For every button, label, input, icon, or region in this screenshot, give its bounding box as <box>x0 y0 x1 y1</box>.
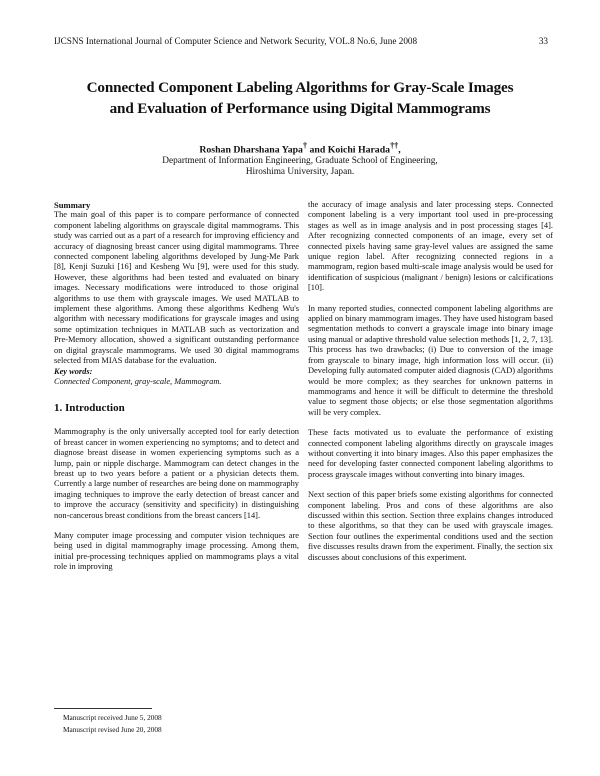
author-2-mark: †† <box>390 141 399 150</box>
author-1-mark: † <box>302 141 308 150</box>
introduction-heading: 1. Introduction <box>54 402 125 415</box>
right-paragraph-2: In many reported studies, connected component labeling algorithms are applied on binary mammogram images. They have used histogram based segmentation methods to convert a grayscale image into binary image using manual or adaptive threshold value selection methods [1, 2, 7, 13]. This process has two drawbacks; (i) Due to conversion of the image from grayscale to binary image, high information loss will occur. (ii) Developing fully automated computer aided diagnosis (CAD) algorithms would be more complex; as they searches for unknown patterns in mammograms and hence it will be difficult to determine the threshold value to segment those objects; or else those segmentation algorithms will be very complex. <box>308 303 553 417</box>
author-2: Koichi Harada <box>327 144 391 156</box>
intro-paragraph-1: Mammography is the only universally accepted tool for early detection of breast cancer in women experiencing no symptoms; and to detect and diagnose breast disease in women experiencing symptoms such as a lump, pain or nipple discharge. Mammogram can detect changes in the breast up to two years before a patient or a physician detects them. Currently a large number of researches are being done on mammography imaging techniques to improve the early detection of breast cancer and to improve the accuracy (sensitivity and specificity) in distinguishing non-cancerous breast conditions from the breast cancers [14]. <box>54 427 299 520</box>
author-conjunction: and <box>307 144 328 156</box>
page-number: 33 <box>538 36 548 46</box>
summary-text: The main goal of this paper is to compare performance of connected component labeling algorithms on grayscale digital mammograms. This study was carried out as a part of a research for improving efficiency and accuracy of diagnosing breast cancer using digital mammograms. Three connected component labeling algorithms developed by Jung-Me Park [8], Kenji Suzuki [16] and Kesheng Wu [9], were used for this study. However, these algorithms had been tested and evaluated on binary images. Necessary modifications were introduced to those original algorithms to use them with grayscale images. We used MATLAB to implement these algorithms. Among these algorithms Kedheng Wu's algorithm with necessary modifications for grayscale images and using some optimization techniques in MATLAB such as vectorization and Pre-Memory allocation, showed a significant outstanding performance on digital grayscale mammograms. We used 30 digital mammograms selected from MIAS database for the evaluation. <box>54 210 299 366</box>
author-block <box>40 140 560 179</box>
keywords-text: Connected Component, gray-scale, Mammogram. <box>54 376 222 386</box>
right-paragraph-4: Next section of this paper briefs some existing algorithms for connected component labeling. Pros and cons of these algorithms are also discussed within this section. Section three explains changes introduced to these algorithms, so that they can be used with grayscale images. Section four outlines the experimental conditions used and the section five discusses results drawn from the experiment. Finally, the section six discusses about conclusions of this experiment. <box>308 490 553 562</box>
affiliation-line-1: Department of Information Engineering, Graduate School of Engineering, <box>162 155 438 166</box>
right-paragraph-1: the accuracy of image analysis and later processing steps. Connected component labeling is a very important tool used in pre-processing stages as well as in image analysis and in post processing stages [4]. After recognizing connected components of an image, every set of connected pixels having same gray-level values are assigned the same unique region label. After recognizing connected regions in a mammogram, region based multi-scale image analysis would be used for identification of suspicious (malignant / benign) lesions or calcifications [10]. <box>308 200 553 293</box>
right-paragraph-3: These facts motivated us to evaluate the performance of existing connected component labeling algorithms directly on grayscale images without converting it into binary images. Also this paper emphasizes the need for developing faster connected component labeling algorithms to process grayscale images without converting into binary images. <box>308 428 553 479</box>
author-names <box>40 140 560 156</box>
title-line-1: Connected Component Labeling Algorithms for Gray-Scale Images <box>86 79 514 96</box>
intro-paragraph-2: Many computer image processing and computer vision techniques are being used in digital mammography image processing. Among them, initial pre-processing techniques applied on mammograms plays a vital role in improving <box>54 530 299 572</box>
author-trail: , <box>398 144 401 156</box>
running-header <box>54 36 548 46</box>
affiliation-line-2: Hiroshima University, Japan. <box>245 167 355 178</box>
paper-title <box>40 77 560 119</box>
manuscript-revised: Manuscript revised June 20, 2008 <box>63 724 162 734</box>
keywords-heading: Key words: <box>54 366 93 376</box>
right-column <box>308 200 553 563</box>
manuscript-received: Manuscript received June 5, 2008 <box>63 713 162 722</box>
title-line-2: and Evaluation of Performance using Digital Mammograms <box>109 100 491 117</box>
journal-name: IJCSNS International Journal of Computer Science and Network Security, VOL.8 No.6, June 2008 <box>54 36 418 46</box>
footnotes <box>63 712 162 735</box>
left-column <box>54 200 299 573</box>
summary-heading: Summary <box>54 200 91 210</box>
author-1: Roshan Dharshana Yapa <box>199 144 303 156</box>
footnote-rule <box>54 708 152 709</box>
